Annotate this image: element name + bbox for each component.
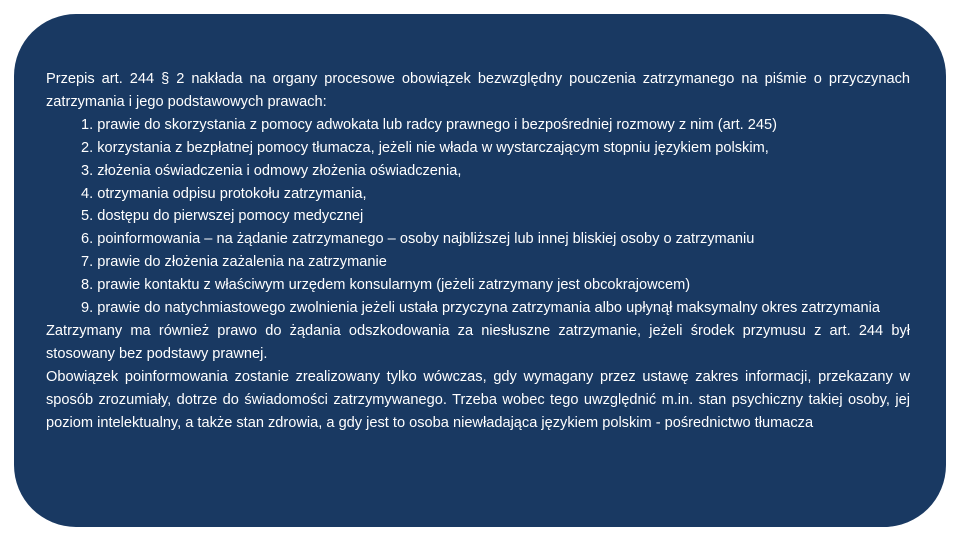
rights-list-item: 9. prawie do natychmiastowego zwolnienia jeżeli ustała przyczyna zatrzymania albo upłynął maksymalny okres zatrzymania [81,300,880,317]
intro-paragraph: Przepis art. 244 § 2 nakłada na organy procesowe obowiązek bezwzględny pouczenia zatrzymanego na piśmie o przyczynach zatrzymania i jego podstawowych prawach: [46,71,910,110]
rights-list-item: 1. prawie do skorzystania z pomocy adwokata lub radcy prawnego i bezpośredniej rozmowy z nim (art. 245) [81,116,777,133]
rights-list-item: 4. otrzymania odpisu protokołu zatrzymania, [81,185,367,202]
text-panel [14,14,946,527]
rights-list-item: 6. poinformowania – na żądanie zatrzymanego – osoby najbliższej lub innej bliskiej osoby o zatrzymaniu [81,231,755,248]
compensation-paragraph: Zatrzymany ma również prawo do żądania odszkodowania za niesłuszne zatrzymanie, jeżeli środek przymusu z art. 244 był stosowany bez podstawy prawnej. [46,322,910,362]
rights-list-item: 3. złożenia oświadczenia i odmowy złożenia oświadczenia, [81,162,462,179]
rights-list [46,114,910,320]
rights-list-item: 5. dostępu do pierwszej pomocy medycznej [81,208,364,225]
rights-list-item: 8. prawie kontaktu z właściwym urzędem konsularnym (jeżeli zatrzymany jest obcokrajowcem) [81,277,691,294]
rights-list-item: 7. prawie do złożenia zażalenia na zatrzymanie [81,254,387,271]
rights-list-item: 2. korzystania z bezpłatnej pomocy tłumacza, jeżeli nie włada w wystarczającym stopniu językiem polskim, [81,139,769,156]
obligation-paragraph: Obowiązek poinformowania zostanie zrealizowany tylko wówczas, gdy wymagany przez ustawę zakres informacji, przekazany w sposób zrozumiały, dotrze do świadomości zatrzymywanego. Trzeba wobec tego uwzględnić m.in. stan psychiczny takiej osoby, jej poziom intelektualny, a także stan zdrowia, a gdy jest to osoba niewładająca językiem polskim - pośrednictwo tłumacza [46,368,910,431]
